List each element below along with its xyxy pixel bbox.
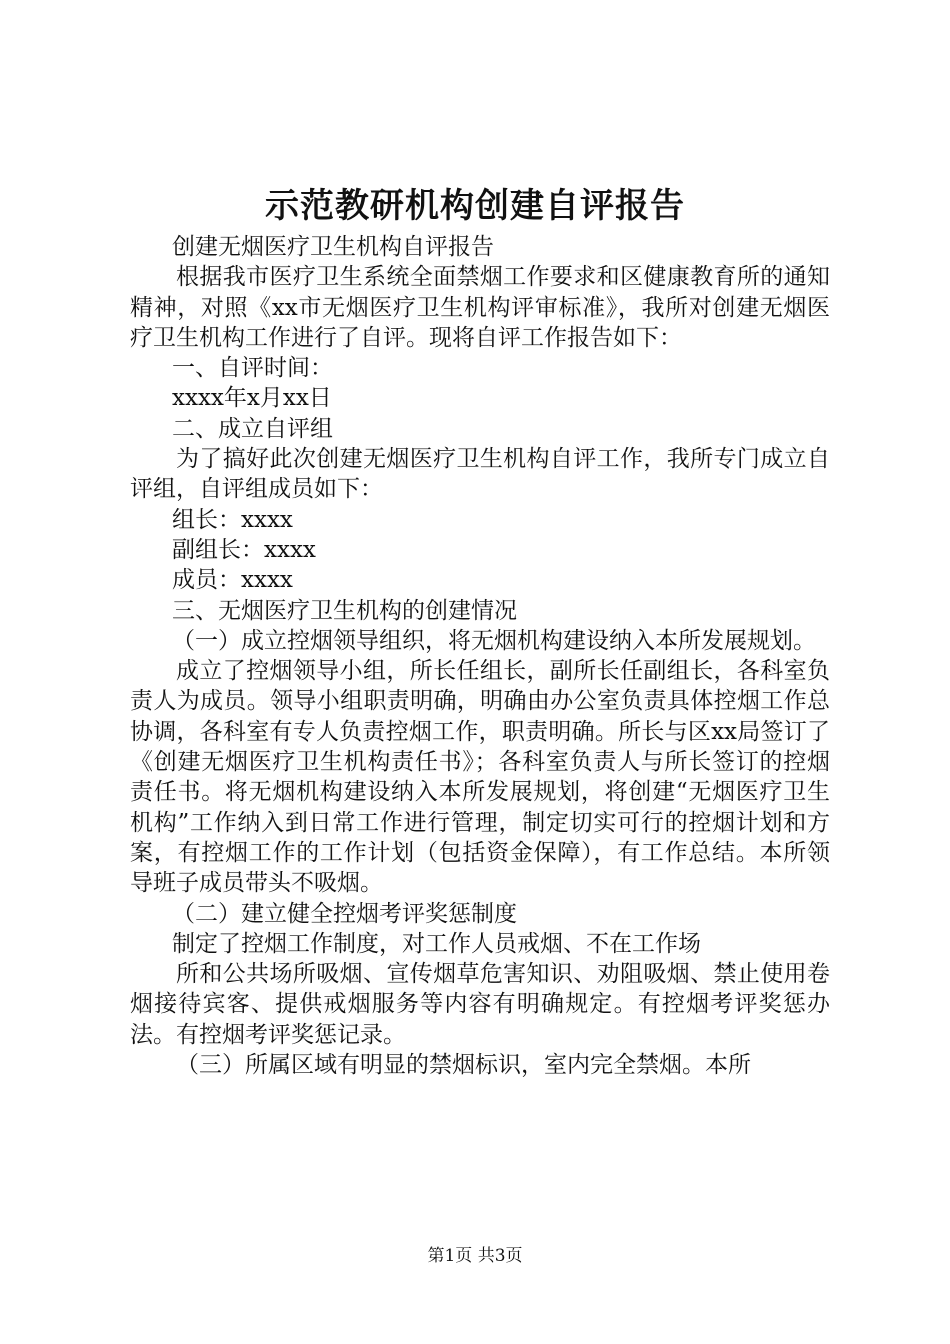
subheading-item-3: （三）所属区域有明显的禁烟标识，室内完全禁烟。本所 — [176, 1052, 751, 1079]
paragraph-date: xxxx年x月xx日 — [172, 385, 332, 412]
paragraph-members: 成员：xxxx — [172, 567, 293, 594]
subheading-item-1: （一）成立控烟领导组织，将无烟机构建设纳入本所发展规划。 — [172, 627, 816, 654]
document-title: 示范教研机构创建自评报告 — [265, 186, 685, 226]
paragraph-item-2-body: 所和公共场所吸烟、宣传烟草危害知识、劝阻吸烟、禁止使用卷烟接待宾客、提供戒烟服务等内容有明确规定。有控烟考评奖惩办法。有控烟考评奖惩记录。 — [130, 961, 830, 1048]
paragraph-group-intro: 为了搞好此次创建无烟医疗卫生机构自评工作，我所专门成立自评组，自评组成员如下： — [130, 446, 830, 503]
paragraph-subtitle: 创建无烟医疗卫生机构自评报告 — [172, 234, 494, 260]
page-footer: 第1页 共3页 — [427, 1246, 523, 1266]
paragraph-leader: 组长：xxxx — [172, 506, 293, 533]
subheading-item-2: （二）建立健全控烟考评奖惩制度 — [172, 900, 517, 927]
heading-section-2: 二、成立自评组 — [172, 415, 333, 442]
heading-section-1: 一、自评时间： — [172, 355, 333, 382]
document-body — [130, 232, 830, 1080]
paragraph-item-2-line: 制定了控烟工作制度，对工作人员戒烟、不在工作场 — [172, 930, 701, 957]
paragraph-deputy-leader: 副组长：xxxx — [172, 536, 316, 563]
heading-section-3: 三、无烟医疗卫生机构的创建情况 — [172, 597, 517, 624]
paragraph-intro: 根据我市医疗卫生系统全面禁烟工作要求和区健康教育所的通知精神，对照《xx市无烟医疗卫生机构评审标准》，我所对创建无烟医疗卫生机构工作进行了自评。现将自评工作报告如下： — [130, 264, 830, 351]
paragraph-item-1-body: 成立了控烟领导小组，所长任组长，副所长任副组长，各科室负责人为成员。领导小组职责明确，明确由办公室负责具体控烟工作总协调，各科室有专人负责控烟工作，职责明确。所长与区xx局签订了《创建无烟医疗卫生机构责任书》；各科室负责人与所长签订的控烟责任书。将无烟机构建设纳入本所发展规划，将创建“无烟医疗卫生机构”工作纳入到日常工作进行管理，制定切实可行的控烟计划和方案，有控烟工作的工作计划（包括资金保障），有工作总结。本所领导班子成员带头不吸烟。 — [130, 658, 830, 897]
